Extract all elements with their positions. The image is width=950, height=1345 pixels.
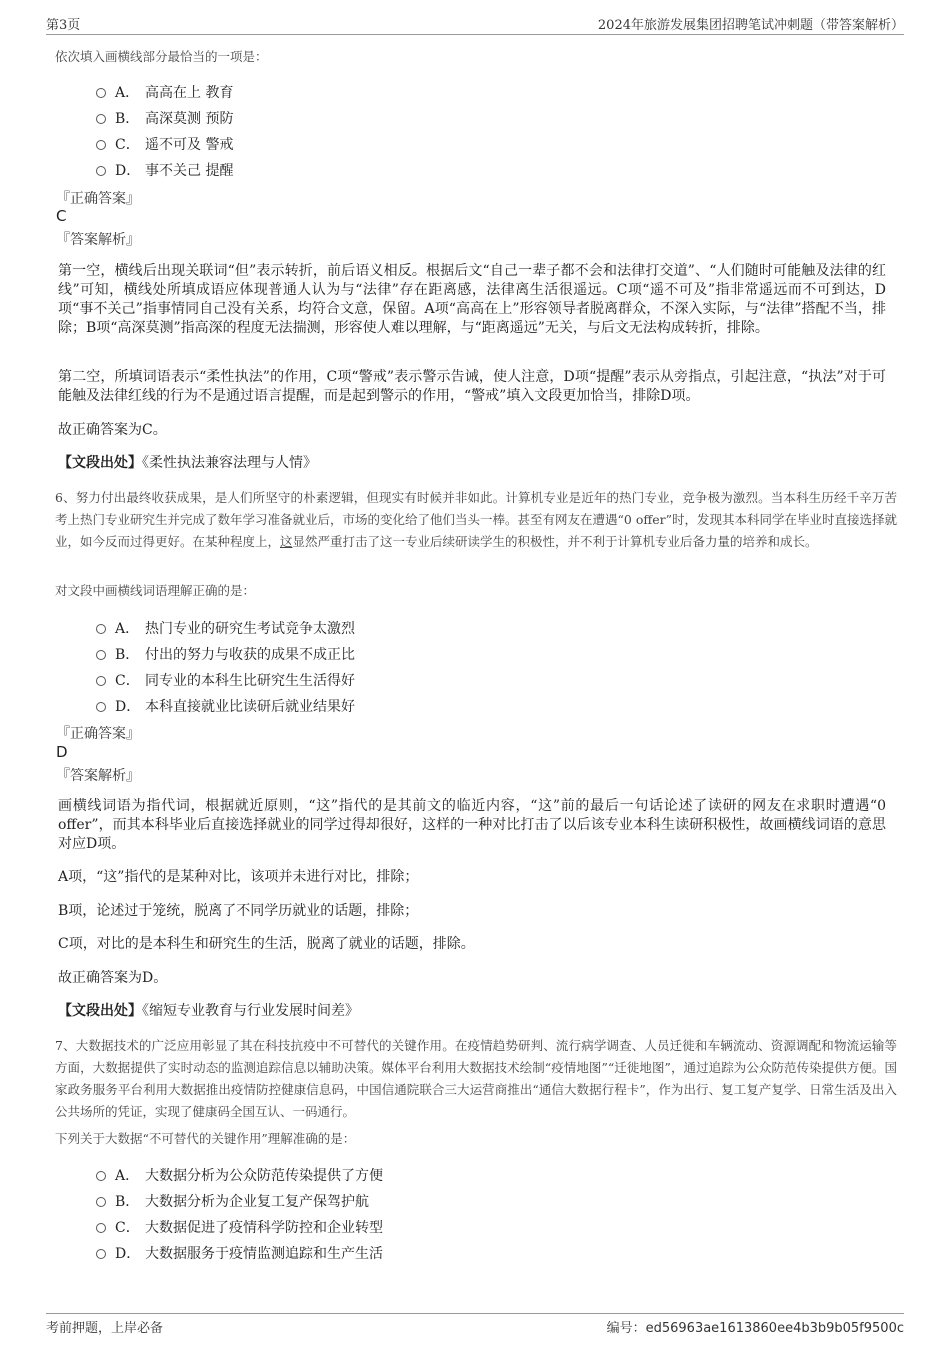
document-title: 2024年旅游发展集团招聘笔试冲刺题（带答案解析） <box>597 18 904 33</box>
q5-option-b[interactable]: B． 高深莫测 预防 <box>96 108 233 128</box>
radio-icon[interactable] <box>96 1171 106 1181</box>
radio-icon[interactable] <box>96 650 106 660</box>
q5-analysis-paragraph-2: 第二空，所填词语表示“柔性执法”的作用，C项“警戒”表示警示告诫，使人注意，D项“提醒”表示从旁指点，引起注意，“执法”对于可能触及法律红线的行为不是通过语言提醒，而是起到警示的作用，“警戒”填入文段更加恰当，排除D项。 <box>58 369 886 404</box>
q6-analysis-conclusion: 故正确答案为D。 <box>58 970 168 986</box>
footer-slogan: 考前押题，上岸必备 <box>46 1321 164 1336</box>
q5-option-d[interactable]: D． 事不关己 提醒 <box>96 160 233 180</box>
q7-option-a[interactable]: A． 大数据分析为公众防范传染提供了方便 <box>96 1165 383 1185</box>
radio-icon[interactable] <box>96 702 106 712</box>
q6-source: 【文段出处】《缩短专业教育与行业发展时间差》 <box>58 1003 359 1019</box>
q6-prompt: 对文段中画横线词语理解正确的是： <box>55 583 256 598</box>
radio-icon[interactable] <box>96 166 106 176</box>
q5-answer-heading: 『正确答案』 <box>56 191 140 207</box>
q5-analysis-heading: 『答案解析』 <box>56 232 140 248</box>
q6-analysis-option-a: A项，“这”指代的是某种对比，该项并未进行对比，排除； <box>58 869 419 885</box>
radio-icon[interactable] <box>96 624 106 634</box>
q6-analysis-paragraph-1: 画横线词语为指代词，根据就近原则，“这”指代的是其前文的临近内容，“这”前的最后一句话论述了读研的网友在求职时遭遇“0 offer”，而其本科毕业后直接选择就业的同学过得却很好，这样的一种对比打击了以后该专业本科生读研积极性，故画横线词语的意思对应D项。 <box>58 798 886 852</box>
q5-answer: C <box>56 207 67 225</box>
q7-option-d[interactable]: D． 大数据服务于疫情监测追踪和生产生活 <box>96 1243 383 1263</box>
q5-analysis-paragraph-1: 第一空，横线后出现关联词“但”表示转折，前后语义相反。根据后文“自己一辈子都不会和法律打交道”、“人们随时可能触及法律的红线”可知，横线处所填成语应体现普通人认为与“法律”存在距离感，法律离生活很遥远。C项“遥不可及”指非常遥远而不可到达，D项“事不关己”指事情同自己没有关系，均符合文意，保留。A项“高高在上”形容领导者脱离群众，不深入实际，与“法律”搭配不当，排除；B项“高深莫测”指高深的程度无法揣测，形容使人难以理解，与“距离遥远”无关，与后文无法构成转折，排除。 <box>58 263 886 336</box>
page-header <box>46 14 904 35</box>
q6-option-b[interactable]: B． 付出的努力与收获的成果不成正比 <box>96 644 355 664</box>
q7-option-b[interactable]: B． 大数据分析为企业复工复产保驾护航 <box>96 1191 369 1211</box>
q6-option-c[interactable]: C． 同专业的本科生比研究生生活得好 <box>96 670 355 690</box>
q5-prompt: 依次填入画横线部分最恰当的一项是： <box>55 49 268 64</box>
q5-analysis-conclusion: 故正确答案为C。 <box>58 422 167 438</box>
q5-option-a[interactable]: A． 高高在上 教育 <box>96 82 233 102</box>
q7-prompt: 下列关于大数据“不可替代的关键作用”理解准确的是： <box>55 1131 356 1146</box>
q6-analysis-option-c: C项，对比的是本科生和研究生的生活，脱离了就业的话题，排除。 <box>58 936 475 952</box>
q6-answer: D <box>56 743 68 761</box>
q7-stem: 7、大数据技术的广泛应用彰显了其在科技抗疫中不可替代的关键作用。在疫情趋势研判、流行病学调查、人员迁徙和车辆流动、资源调配和物流运输等方面，大数据提供了实时动态的监测追踪信息以辅助决策。媒体平台利用大数据技术绘制“疫情地图”“迁徙地图”，通过追踪为公众防范传染提供方便。国家政务服务平台利用大数据推出疫情防控健康信息码，中国信通院联合三大运营商推出“通信大数据行程卡”，作为出行、复工复产复学、日常生活及出入公共场所的凭证，实现了健康码全国互认、一码通行。 <box>55 1038 897 1119</box>
q6-analysis-option-b: B项，论述过于笼统，脱离了不同学历就业的话题，排除； <box>58 903 419 919</box>
radio-icon[interactable] <box>96 1223 106 1233</box>
radio-icon[interactable] <box>96 140 106 150</box>
page-footer <box>46 1313 904 1337</box>
page-number: 第3页 <box>46 18 81 33</box>
document-code: 编号：ed56963ae1613860ee4b3b9b05f9500c <box>606 1321 904 1336</box>
radio-icon[interactable] <box>96 88 106 98</box>
q6-option-d[interactable]: D． 本科直接就业比读研后就业结果好 <box>96 696 355 716</box>
q6-underlined-word: 这 <box>280 534 293 549</box>
q5-source: 【文段出处】《柔性执法兼容法理与人情》 <box>58 455 317 471</box>
q5-option-c[interactable]: C． 遥不可及 警戒 <box>96 134 233 154</box>
q6-stem: 6、努力付出最终收获成果，是人们所坚守的朴素逻辑，但现实有时候并非如此。计算机专业是近年的热门专业，竞争极为激烈。当本科生历经千辛万苦考上热门专业研究生并完成了数年学习准备就业后，市场的变化给了他们当头一棒。甚至有网友在遭遇“0 offer”时，发现其本科同学在毕业时直接选择就业，如今反而过得更好。在某种程度上，这显然严重打击了这一专业后续研读学生的积极性，并不利于计算机专业后备力量的培养和成长。 <box>55 490 897 549</box>
q6-analysis-heading: 『答案解析』 <box>56 768 140 784</box>
radio-icon[interactable] <box>96 1197 106 1207</box>
q6-answer-heading: 『正确答案』 <box>56 726 140 742</box>
q7-option-c[interactable]: C． 大数据促进了疫情科学防控和企业转型 <box>96 1217 383 1237</box>
q6-option-a[interactable]: A． 热门专业的研究生考试竞争太激烈 <box>96 618 355 638</box>
radio-icon[interactable] <box>96 676 106 686</box>
radio-icon[interactable] <box>96 1249 106 1259</box>
radio-icon[interactable] <box>96 114 106 124</box>
